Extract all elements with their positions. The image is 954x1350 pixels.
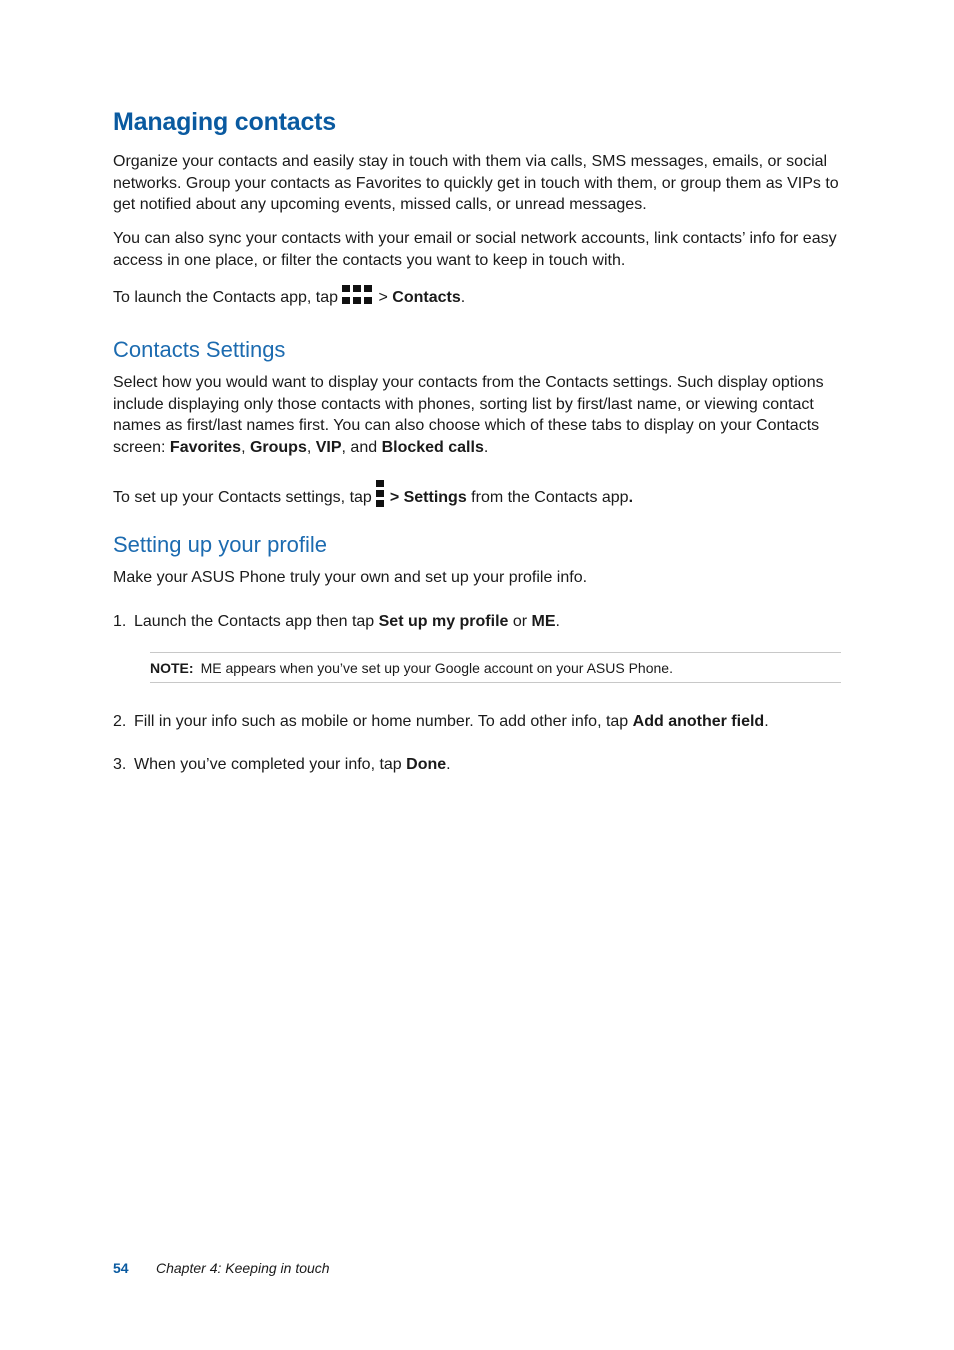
note-text: ME appears when you’ve set up your Google account on your ASUS Phone. xyxy=(200,660,673,676)
page-title: Managing contacts xyxy=(113,108,337,136)
settings-instruction: To set up your Contacts settings, tap > Settings from the Contacts app. xyxy=(113,480,841,509)
profile-intro: Make your ASUS Phone truly your own and set up your profile info. xyxy=(113,569,588,586)
note-label: NOTE: xyxy=(150,660,194,676)
step-2: 2. Fill in your info such as mobile or home number. To add other info, tap Add another field. xyxy=(113,713,769,730)
page-footer xyxy=(113,1259,330,1277)
step-1: 1. Launch the Contacts app then tap Set up my profile or ME. xyxy=(113,613,560,630)
note-box xyxy=(150,652,841,683)
intro-paragraph-2: You can also sync your contacts with your email or social network accounts, link contacts’ info for easy access in one place, or filter the contacts you want to keep in touch with. xyxy=(113,230,837,269)
settings-prefix: To set up your Contacts settings, tap xyxy=(113,489,372,506)
launch-prefix: To launch the Contacts app, tap xyxy=(113,289,339,306)
settings-target: > Settings xyxy=(389,489,467,506)
section-heading-profile: Setting up your profile xyxy=(113,532,328,557)
step-3: 3. When you’ve completed your info, tap Done. xyxy=(113,756,451,773)
page-number: 54 xyxy=(113,1260,129,1276)
all-apps-grid-icon xyxy=(340,285,372,306)
contacts-settings-paragraph: Select how you would want to display your contacts from the Contacts settings. Such display options include displaying only those contacts with phones, sorting list by first/last name, or viewing contact names as first/last names first. You can also choose which of these tabs to display on your Contacts screen: Favorites, Groups, VIP, and Blocked calls. xyxy=(113,374,824,456)
section-heading-contacts-settings: Contacts Settings xyxy=(113,337,286,362)
launch-instruction: To launch the Contacts app, tap > Contacts. xyxy=(113,285,841,309)
launch-separator: > xyxy=(378,289,388,306)
chapter-title: Chapter 4: Keeping in touch xyxy=(156,1260,330,1276)
launch-target: Contacts xyxy=(392,289,461,306)
menu-dots-icon xyxy=(376,480,384,508)
intro-paragraph-1: Organize your contacts and easily stay in touch with them via calls, SMS messages, emails, or social networks. Group your contacts as Favorites to quickly get in touch with them, or group them as VIPs to get notified about any upcoming events, missed calls, or unread messages. xyxy=(113,153,839,213)
